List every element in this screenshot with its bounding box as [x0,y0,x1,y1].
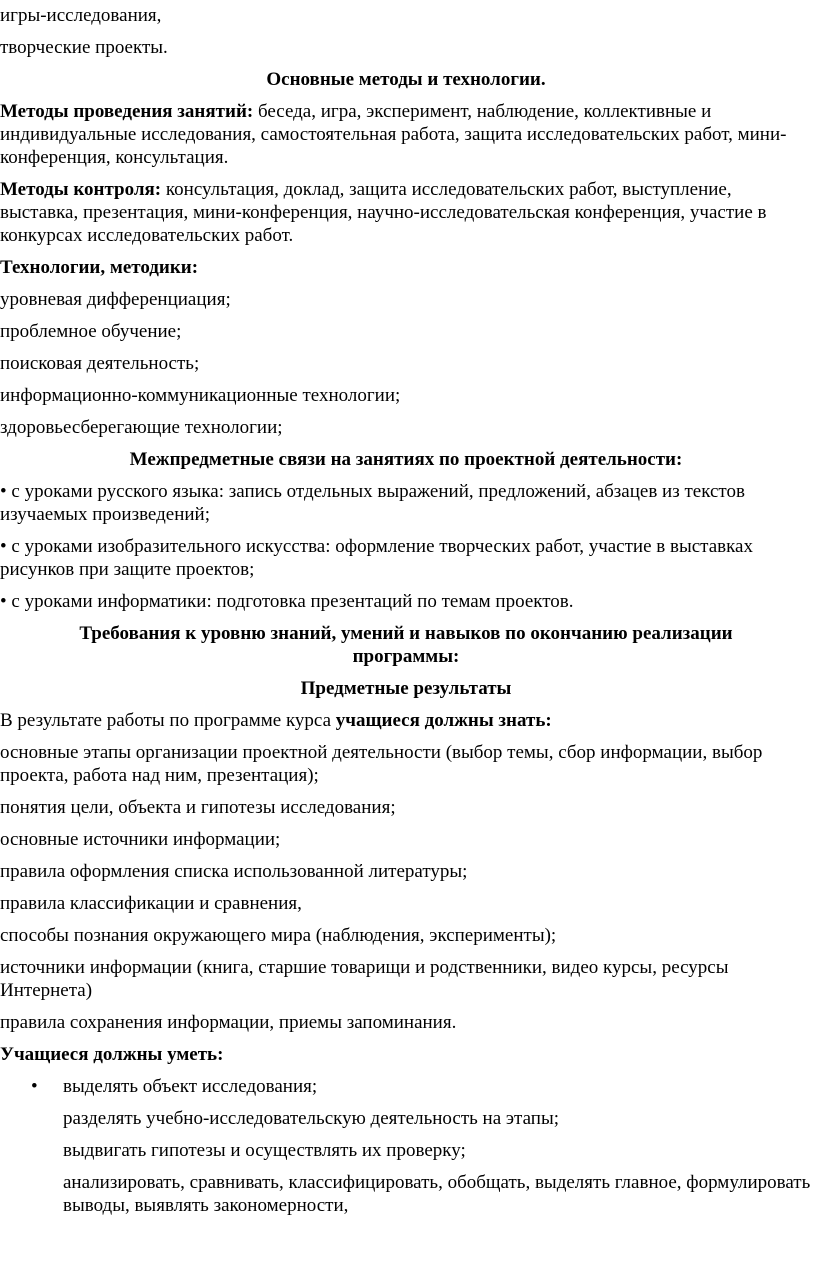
know-item: основные источники информации; [0,829,281,850]
know-item: правила классификации и сравнения, [0,893,302,914]
methods-control-label: Методы контроля: [0,179,162,200]
document-content [0,4,812,1226]
bullet-icon: • [31,1076,38,1097]
able-heading: Учащиеся должны уметь: [0,1044,224,1065]
able-item: анализировать, сравнивать, классифицировать, обобщать, выделять главное, формулировать выводы, выявлять закономерности, [63,1172,811,1216]
interdisciplinary-item: • с уроками изобразительного искусства: оформление творческих работ, участие в выставках рисунков при защите проектов; [0,536,753,580]
know-item: основные этапы организации проектной деятельности (выбор темы, сбор информации, выбор проекта, работа над ним, презентация); [0,742,763,786]
subject-results-heading: Предметные результаты [300,678,512,699]
section-heading-methods: Основные методы и технологии. [266,69,546,90]
tech-item: информационно-коммуникационные технологии; [0,385,401,406]
know-intro-bold: учащиеся должны знать: [335,710,552,731]
interdisciplinary-heading: Межпредметные связи на занятиях по проектной деятельности: [129,449,683,470]
tech-item: поисковая деятельность; [0,353,200,374]
text-line: игры-исследования, [0,5,162,26]
know-item: способы познания окружающего мира (наблюдения, эксперименты); [0,925,557,946]
interdisciplinary-item: • с уроками русского языка: запись отдельных выражений, предложений, абзацев из текстов изучаемых произведений; [0,481,745,525]
methods-control-text: консультация, доклад, защита исследовательских работ, выступление, выставка, презентация, мини-конференция, научно-исследовательская конференция, участие в конкурсах исследовательских работ. [0,179,767,246]
know-intro-text: В результате работы по программе курса [0,710,336,731]
tech-item: уровневая дифференциация; [0,289,231,310]
able-item: выдвигать гипотезы и осуществлять их проверку; [63,1140,466,1161]
tech-item: проблемное обучение; [0,321,182,342]
tech-heading: Технологии, методики: [0,257,199,278]
know-intro-paragraph [0,709,812,732]
able-item [0,1075,812,1098]
methods-conduct-text: беседа, игра, эксперимент, наблюдение, коллективные и индивидуальные исследования, самостоятельная работа, защита исследовательских работ, мини-конференция, консультация. [0,101,787,168]
requirements-heading: Требования к уровню знаний, умений и навыков по окончанию реализации программы: [79,623,733,667]
methods-conduct-paragraph [0,100,812,169]
know-item: правила оформления списка использованной литературы; [0,861,468,882]
methods-conduct-label: Методы проведения занятий: [0,101,254,122]
able-item: разделять учебно-исследовательскую деятельность на этапы; [63,1108,559,1129]
text-line: творческие проекты. [0,37,168,58]
know-item: источники информации (книга, старшие товарищи и родственники, видео курсы, ресурсы Интернета) [0,957,729,1001]
know-item: понятия цели, объекта и гипотезы исследования; [0,797,396,818]
interdisciplinary-item: • с уроками информатики: подготовка презентаций по темам проектов. [0,591,574,612]
know-item: правила сохранения информации, приемы запоминания. [0,1012,457,1033]
able-item-text: выделять объект исследования; [63,1076,318,1097]
methods-control-paragraph [0,178,812,247]
tech-item: здоровьесберегающие технологии; [0,417,283,438]
